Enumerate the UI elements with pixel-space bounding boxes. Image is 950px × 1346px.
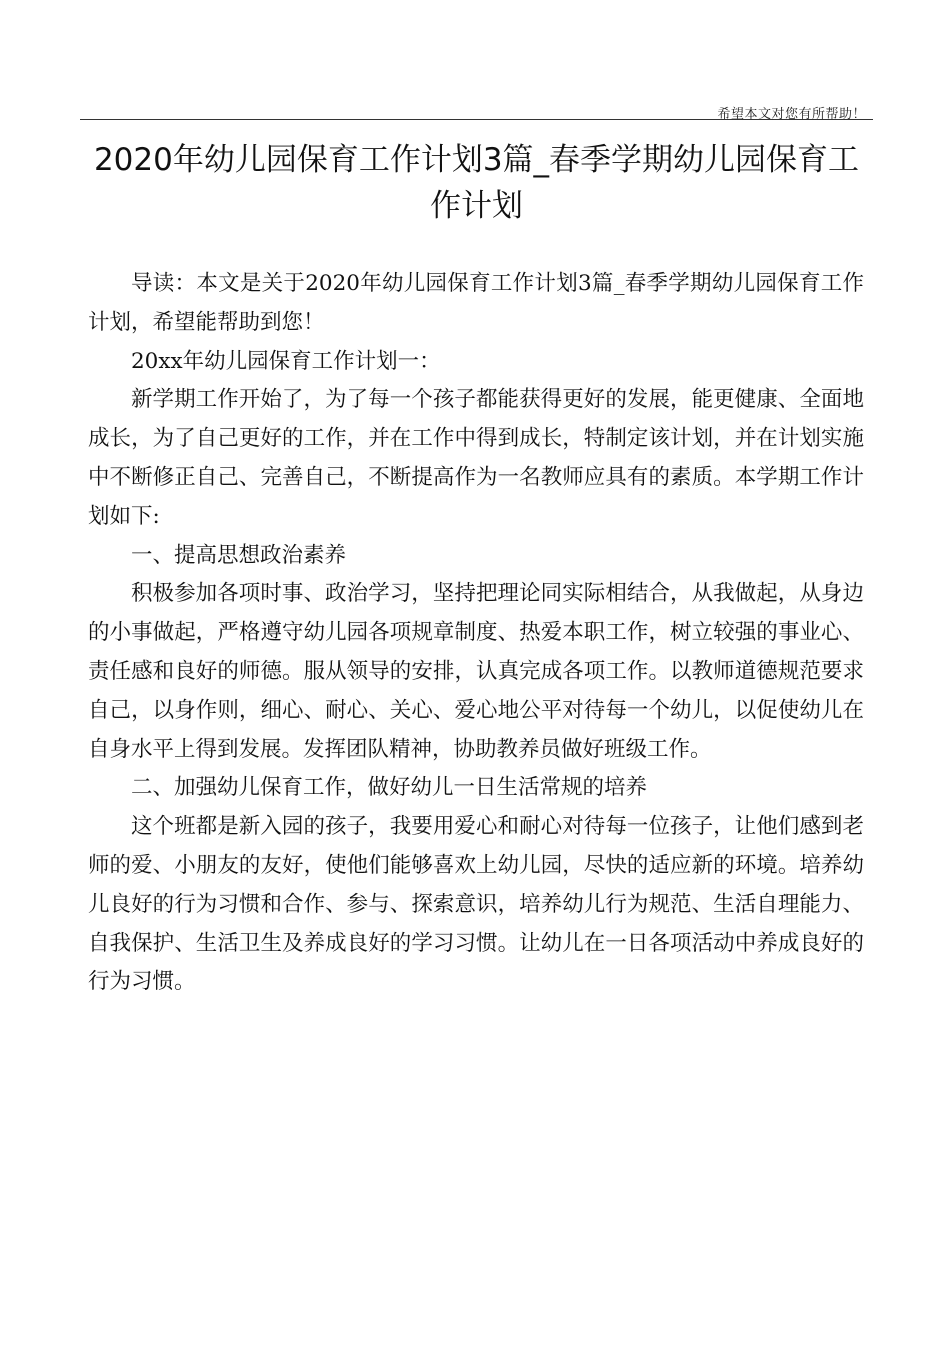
subsection-heading: 二、加强幼儿保育工作，做好幼儿一日生活常规的培养 [131,775,648,801]
document-title: 2020年幼儿园保育工作计划3篇_春季学期幼儿园保育工作计划 [93,142,860,224]
section-heading: 20xx年幼儿园保育工作计划一： [131,348,441,374]
subsection-heading: 一、提高思想政治素养 [131,542,347,568]
header-note: 希望本文对您有所帮助！ [717,107,866,122]
paragraph: 新学期工作开始了，为了每一个孩子都能获得更好的发展，能更健康、全面地成长，为了自己更好的工作，并在工作中得到成长，特制定该计划，并在计划实施中不断修正自己、完善自己，不断提高作为一名教师应具有的素质。本学期工作计划如下: [88,387,864,529]
paragraph-intro: 导读：本文是关于2020年幼儿园保育工作计划3篇_春季学期幼儿园保育工作计划，希望能帮助到您！ [88,271,864,335]
paragraph: 积极参加各项时事、政治学习，坚持把理论同实际相结合，从我做起，从身边的小事做起，严格遵守幼儿园各项规章制度、热爱本职工作，树立较强的事业心、责任感和良好的师德。服从领导的安排，认真完成各项工作。以教师道德规范要求自己，以身作则，细心、耐心、关心、爱心地公平对待每一个幼儿，以促使幼儿在自身水平上得到发展。发挥团队精神，协助教养员做好班级工作。 [88,581,864,762]
document-body [88,265,864,1002]
header-divider [80,119,873,120]
paragraph: 这个班都是新入园的孩子，我要用爱心和耐心对待每一位孩子，让他们感到老师的爱、小朋友的友好，使他们能够喜欢上幼儿园，尽快的适应新的环境。培养幼儿良好的行为习惯和合作、参与、探索意识，培养幼儿行为规范、生活自理能力、自我保护、生活卫生及养成良好的学习习惯。让幼儿在一日各项活动中养成良好的行为习惯。 [88,814,864,995]
